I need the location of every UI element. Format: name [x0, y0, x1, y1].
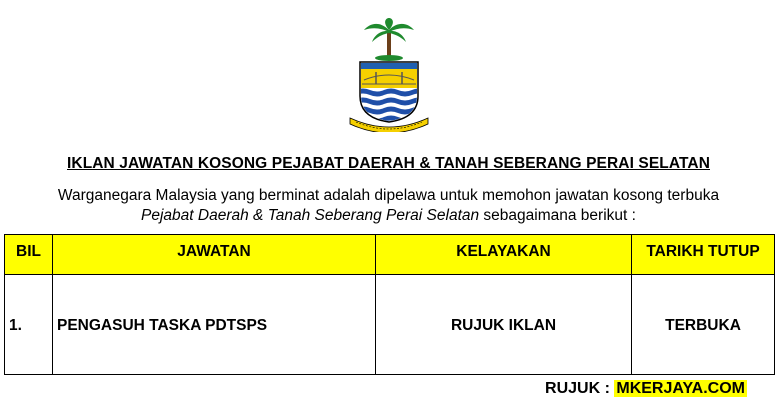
reference-label: RUJUK :: [545, 380, 615, 397]
penang-coat-of-arms-icon: [336, 18, 442, 132]
reference-site-link[interactable]: MKERJAYA.COM: [616, 380, 745, 397]
header-jawatan: JAWATAN: [53, 235, 376, 275]
office-name: Pejabat Daerah & Tanah Seberang Perai Selatan: [141, 207, 480, 224]
cell-kelayakan: RUJUK IKLAN: [376, 275, 632, 375]
cell-bil: 1.: [5, 275, 53, 375]
header-tarikh-tutup: TARIKH TUTUP: [632, 235, 775, 275]
cell-tarikh-tutup: TERBUKA: [632, 275, 775, 375]
intro-line-1: Warganegara Malaysia yang berminat adalah dipelawa untuk memohon jawatan kosong terbuka: [57, 187, 720, 204]
vacancy-table: [4, 234, 775, 375]
intro-line-2: [0, 207, 777, 225]
table-header-row: [5, 235, 775, 275]
cell-jawatan: PENGASUH TASKA PDTSPS: [53, 275, 376, 375]
header-bil: BIL: [5, 235, 53, 275]
reference-footer: [545, 380, 747, 398]
page-title: IKLAN JAWATAN KOSONG PEJABAT DAERAH & TANAH SEBERANG PERAI SELATAN: [67, 155, 710, 172]
header-kelayakan: KELAYAKAN: [376, 235, 632, 275]
palm-tree-icon: [364, 18, 414, 61]
table-row: [5, 275, 775, 375]
intro-line-2-rest: sebagaimana berikut :: [479, 207, 636, 224]
